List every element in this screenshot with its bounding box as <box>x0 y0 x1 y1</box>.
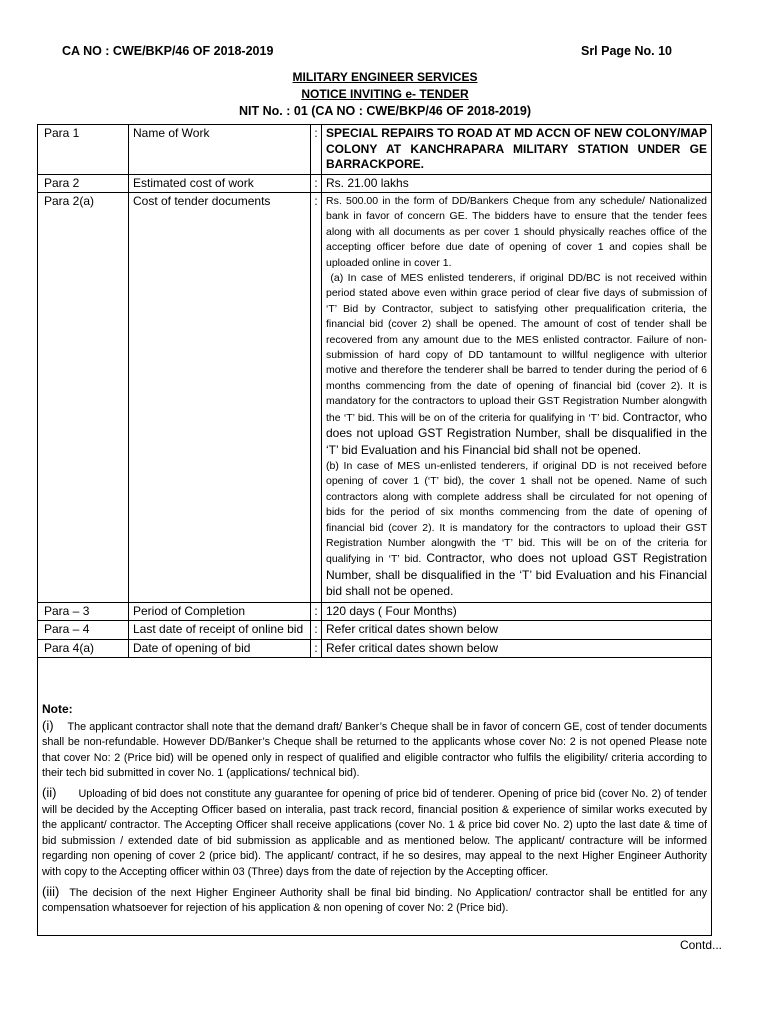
nit-number: NIT No. : 01 (CA NO : CWE/BKP/46 OF 2018-2019) <box>239 104 531 118</box>
note-title: Note: <box>42 702 73 716</box>
note-item <box>42 785 707 881</box>
para-number: Para 2(a) <box>38 193 129 603</box>
para-number: Para 4(a) <box>38 639 129 658</box>
note-number: (iii) <box>42 883 60 899</box>
para-label: Name of Work <box>129 125 311 175</box>
note-item <box>42 718 707 782</box>
note-number: (i) <box>42 717 54 733</box>
note-item <box>42 884 707 917</box>
enlisted-text: (a) In case of MES enlisted tenderers, if original DD/BC is not received within period stated above even within grace period of clear five days of submission of ‘T’ Bid by Contractor, subject to satisfying other prequalification criteria, the financial bid (cover 2) shall be opened. The amount of cost of tender shall be recovered from any amount due to the MES enlisted contractor. Failure of non-submission of hard copy of DD tantamount to willful negligence with ulterior motive and therefore the tenderer shall be barred to tender during the period of 6 months commencing from the date of opening of financial bid (cover 2). It is mandatory for the contractors to upload their GST Registration Number alongwith the ‘T’ bid. This will be on of the criteria for qualifying in ‘T’ bid. <box>326 272 708 424</box>
table-row <box>38 193 712 603</box>
name-of-work-value: SPECIAL REPAIRS TO ROAD AT MD ACCN OF NEW COLONY/MAP COLONY AT KANCHRAPARA MILITARY STATION UNDER GE BARRACKPORE. <box>322 125 712 175</box>
para-label: Estimated cost of work <box>129 174 311 193</box>
note-section <box>37 702 712 917</box>
para-label: Cost of tender documents <box>129 193 311 603</box>
para-number: Para – 3 <box>38 602 129 621</box>
para-table <box>37 124 712 658</box>
last-date-value: Refer critical dates shown below <box>322 621 712 640</box>
para-number: Para 1 <box>38 125 129 175</box>
continued-label: Contd... <box>679 938 722 952</box>
para-label: Period of Completion <box>129 602 311 621</box>
unenlisted-gst-note: Contractor, who does not upload GST Registration Number, shall be disqualified in the ‘T’ bid Evaluation and his Financial bid shall not be opened. <box>326 551 707 599</box>
ca-number: CA NO : CWE/BKP/46 OF 2018-2019 <box>62 44 274 58</box>
table-row <box>38 174 712 193</box>
org-title: MILITARY ENGINEER SERVICES <box>292 70 478 84</box>
note-text: The decision of the next Higher Engineer Authority shall be final bid binding. No Application/ contractor shall be entitled for any compensation whatsoever for rejection of his application & non opening of cover No: 2 (Price bid). <box>42 886 707 915</box>
colon: : <box>311 174 322 193</box>
colon: : <box>311 639 322 658</box>
note-text: The applicant contractor shall note that the demand draft/ Banker’s Cheque shall be in favor of concern GE, cost of tender documents shall be non-refundable. However DD/Banker’s Cheque shall be returned to the applicants whose cover No: 2 is not opened Please note that cover No: 2 (Price bid) will be opened only in respect of qualified and eligible contractor who fulfils the eligibility/ criteria according to their tech bid submitted in cover No. 1 (applications/ technical bid). <box>42 720 707 780</box>
note-number: (ii) <box>42 784 57 800</box>
opening-date-value: Refer critical dates shown below <box>322 639 712 658</box>
unenlisted-text: (b) In case of MES un-enlisted tenderers, if original DD is not received before opening of cover 1 (‘T’ bid), the cover 1 shall not be opened. Name of such contractors along with complete address shall be circulated for not opening of bids for the period of six months commencing from the date of opening of financial bid (cover 2). It is mandatory for the contractors to upload their GST Registration Number alongwith the ‘T’ bid. This will be on of the criteria for qualifying in ‘T’ bid. <box>326 459 707 566</box>
colon: : <box>311 621 322 640</box>
tender-cost-details <box>322 193 712 603</box>
page-number: Srl Page No. 10 <box>580 44 672 58</box>
para-label: Date of opening of bid <box>129 639 311 658</box>
tender-fee-paragraph: Rs. 500.00 in the form of DD/Bankers Cheque from any schedule/ Nationalized bank in favor of concern GE. The bidders have to ensure that the tender fees along with all documents as per cover 1 should physically reaches office of the accepting officer before due date of opening of cover 1 and copies shall be uploaded online in cover 1. <box>326 195 707 269</box>
table-row <box>38 639 712 658</box>
completion-period-value: 120 days ( Four Months) <box>322 602 712 621</box>
enlisted-tenderers-paragraph <box>326 271 707 459</box>
colon: : <box>311 602 322 621</box>
table-row <box>38 602 712 621</box>
para-label: Last date of receipt of online bid <box>129 621 311 640</box>
notice-title: NOTICE INVITING e- TENDER <box>301 87 469 101</box>
unenlisted-tenderers-paragraph <box>326 459 707 601</box>
enlisted-gst-note: Contractor, who does not upload GST Registration Number, shall be disqualified in the ‘T’ bid Evaluation and his Financial bid shall not be opened. <box>326 409 708 457</box>
colon: : <box>311 125 322 175</box>
table-row <box>38 621 712 640</box>
table-row <box>38 125 712 175</box>
para-number: Para 2 <box>38 174 129 193</box>
estimated-cost-value: Rs. 21.00 lakhs <box>322 174 712 193</box>
colon: : <box>311 193 322 603</box>
note-text: Uploading of bid does not constitute any guarantee for opening of price bid of tenderer. Opening of price bid (cover No. 2) of tender will be decided by the Accepting Officer based on interalia, past track record, financial position & experience of similar works executed by the applicant/ contractor. The Accepting Officer shall receive applications (cover No. 1 & price bid cover No. 2) upto the last date & time of bid submission / extended date of bid submission as applicable and as mentioned below. The applicant/ contracture will be informed regarding non opening of cover 2 (price bid). The applicant/ contract, if he so desires, may appeal to the next Higher Engineer Authority with copy to the Accepting officer within 03 (Three) days from the date of rejection by the Accepting officer. <box>42 787 707 878</box>
para-number: Para – 4 <box>38 621 129 640</box>
